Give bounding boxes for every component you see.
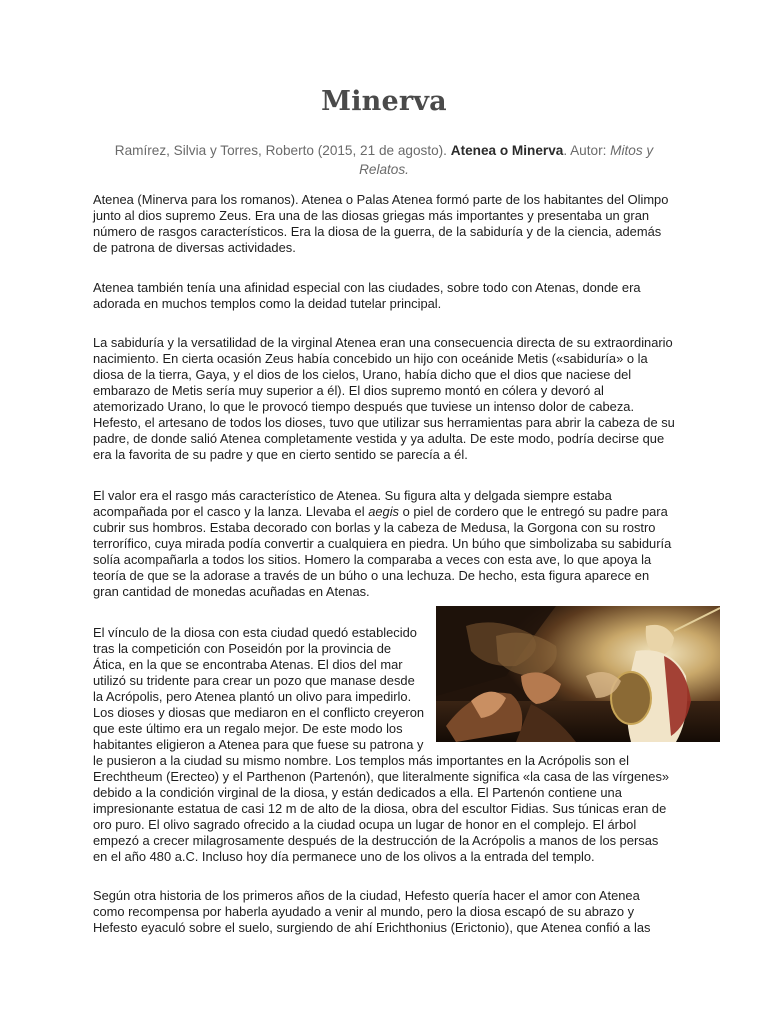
text-line: impresionante estatua de casi 12 m de alto de la diosa, obra del escultor Fidias. Sus túnicas eran de xyxy=(93,801,667,816)
citation xyxy=(92,141,676,179)
paragraph-hefesto xyxy=(93,888,678,936)
text-line: La sabiduría y la versatilidad de la virginal Atenea eran una consecuencia directa de su extraordinario xyxy=(93,335,673,350)
text-line: Hefesto, el artesano de todos los dioses, tuvo que utilizar sus herramientas para abrir la cabeza de su xyxy=(93,415,675,430)
text-line: empezó a crecer milagrosamente después de la destrucción de la Acrópolis a manos de los persas xyxy=(93,833,659,848)
text-line: atemorizado Urano, lo que le provocó tiempo después que tuviese un intenso dolor de cabeza. xyxy=(93,399,635,414)
text-line: diosa de la tierra, Gaya, y el dios de los cielos, Urano, había dicho que el dios que naciese del xyxy=(93,367,632,382)
text-line xyxy=(93,504,678,520)
text-segment: acompañada por el casco y la lanza. Llevaba el xyxy=(93,504,369,519)
text-line: Ática, en la que se encontraba Atenas. El dios del mar xyxy=(93,657,403,672)
text-line: gran cantidad de monedas acuñadas en Atenas. xyxy=(93,584,370,599)
text-line: tras la competición con Poseidón por la provincia de xyxy=(93,641,392,656)
text-line: Según otra historia de los primeros años de la ciudad, Hefesto quería hacer el amor con Atenea xyxy=(93,888,640,903)
text-line: teoría de que se la adorase a través de un búho o una lechuza. De hecho, esta figura aparece en xyxy=(93,568,650,583)
text-line: habitantes eligieron a Atenea para que fuese su patrona y xyxy=(93,737,424,752)
text-line: solía acompañarla a todos los sitios. Homero la comparaba a veces con esta ave, lo que apoya la xyxy=(93,552,652,567)
text-line: Erechtheum (Erecteo) y el Parthenon (Partenón), que literalmente significa «la casa de las vírgenes» xyxy=(93,769,670,784)
aegis-term: aegis xyxy=(368,504,400,519)
text-line: nacimiento. En cierta ocasión Zeus había concebido un hijo con oceánide Metis («sabiduría» o la xyxy=(93,351,648,366)
text-line: embarazo de Metis sería muy superior a él). El dios supremo montó en cólera y devoró al xyxy=(93,383,604,398)
paragraph-intro xyxy=(93,192,678,256)
text-line: oro puro. El olivo sagrado ofrecido a la ciudad ocupa un lugar de honor en el complejo. El árbol xyxy=(93,817,637,832)
text-line: padre, de donde salió Atenea completamente vestida y ya adulta. De este modo, podría decirse que xyxy=(93,431,665,446)
citation-source-cont: Relatos. xyxy=(359,162,409,177)
text-line: la Acrópolis, pero Atenea plantó un olivo para impedirlo. xyxy=(93,689,412,704)
text-line: debido a la condición virginal de la diosa, y están dedicados a ella. El Partenón contiene una xyxy=(93,785,622,800)
text-line: utilizó su tridente para crear un pozo que manase desde xyxy=(93,673,415,688)
citation-work-title: Atenea o Minerva xyxy=(450,143,564,158)
citation-source: Mitos y xyxy=(610,143,654,158)
paragraph-birth xyxy=(93,335,678,463)
text-line: como recompensa por haberla ayudado a venir al mundo, pero la diosa escapó de su abrazo y xyxy=(93,904,635,919)
text-line: le pusieron a la ciudad su mismo nombre. Los templos más importantes en la Acrópolis son el xyxy=(93,753,629,768)
text-line: terrorífico, cuya mirada podía convertir a cualquiera en piedra. Un búho que simbolizaba su sabiduría xyxy=(93,536,672,551)
citation-separator: . Autor: xyxy=(563,143,611,158)
paragraph-athens-bond xyxy=(93,625,678,865)
paragraph-cities xyxy=(93,280,678,312)
text-line: adorada en muchos templos como la deidad tutelar principal. xyxy=(93,296,442,311)
text-line: junto al dios supremo Zeus. Era una de las diosas griegas más importantes y presentaba un gran xyxy=(93,208,650,223)
text-line: en el año 480 a.C. Incluso hoy día permanece uno de los olivos a la entrada del templo. xyxy=(93,849,595,864)
text-line: de patrona de diversas actividades. xyxy=(93,240,296,255)
text-line: Los dioses y diosas que mediaron en el conflicto creyeron xyxy=(93,705,425,720)
text-line: El valor era el rasgo más característico de Atenea. Su figura alta y delgada siempre estaba xyxy=(93,488,612,503)
text-line: Atenea también tenía una afinidad especial con las ciudades, sobre todo con Atenas, donde era xyxy=(93,280,641,295)
text-line: número de rasgos característicos. Era la diosa de la guerra, de la sabiduría y de la ciencia, además xyxy=(93,224,662,239)
text-line: Hefesto eyaculó sobre el suelo, surgiendo de ahí Erichthonius (Erictonio), que Atenea confió a las xyxy=(93,920,651,935)
text-line: El vínculo de la diosa con esta ciudad quedó establecido xyxy=(93,625,417,640)
paragraph-courage xyxy=(93,488,678,600)
text-line: era la favorita de su padre y que en cierto sentido se parecía a él. xyxy=(93,447,468,462)
text-line: que este último era un regalo mejor. De este modo los xyxy=(93,721,403,736)
citation-authors-date: Ramírez, Silvia y Torres, Roberto (2015, 21 de agosto). xyxy=(114,143,447,158)
text-segment: o piel de cordero que le entregó su padre para xyxy=(399,504,668,519)
document-title: Minerva xyxy=(321,86,447,117)
text-line: cubrir sus hombros. Estaba decorado con borlas y la cabeza de Medusa, la Gorgona con su rostro xyxy=(93,520,656,535)
text-line: Atenea (Minerva para los romanos). Atenea o Palas Atenea formó parte de los habitantes del Olimpo xyxy=(93,192,669,207)
